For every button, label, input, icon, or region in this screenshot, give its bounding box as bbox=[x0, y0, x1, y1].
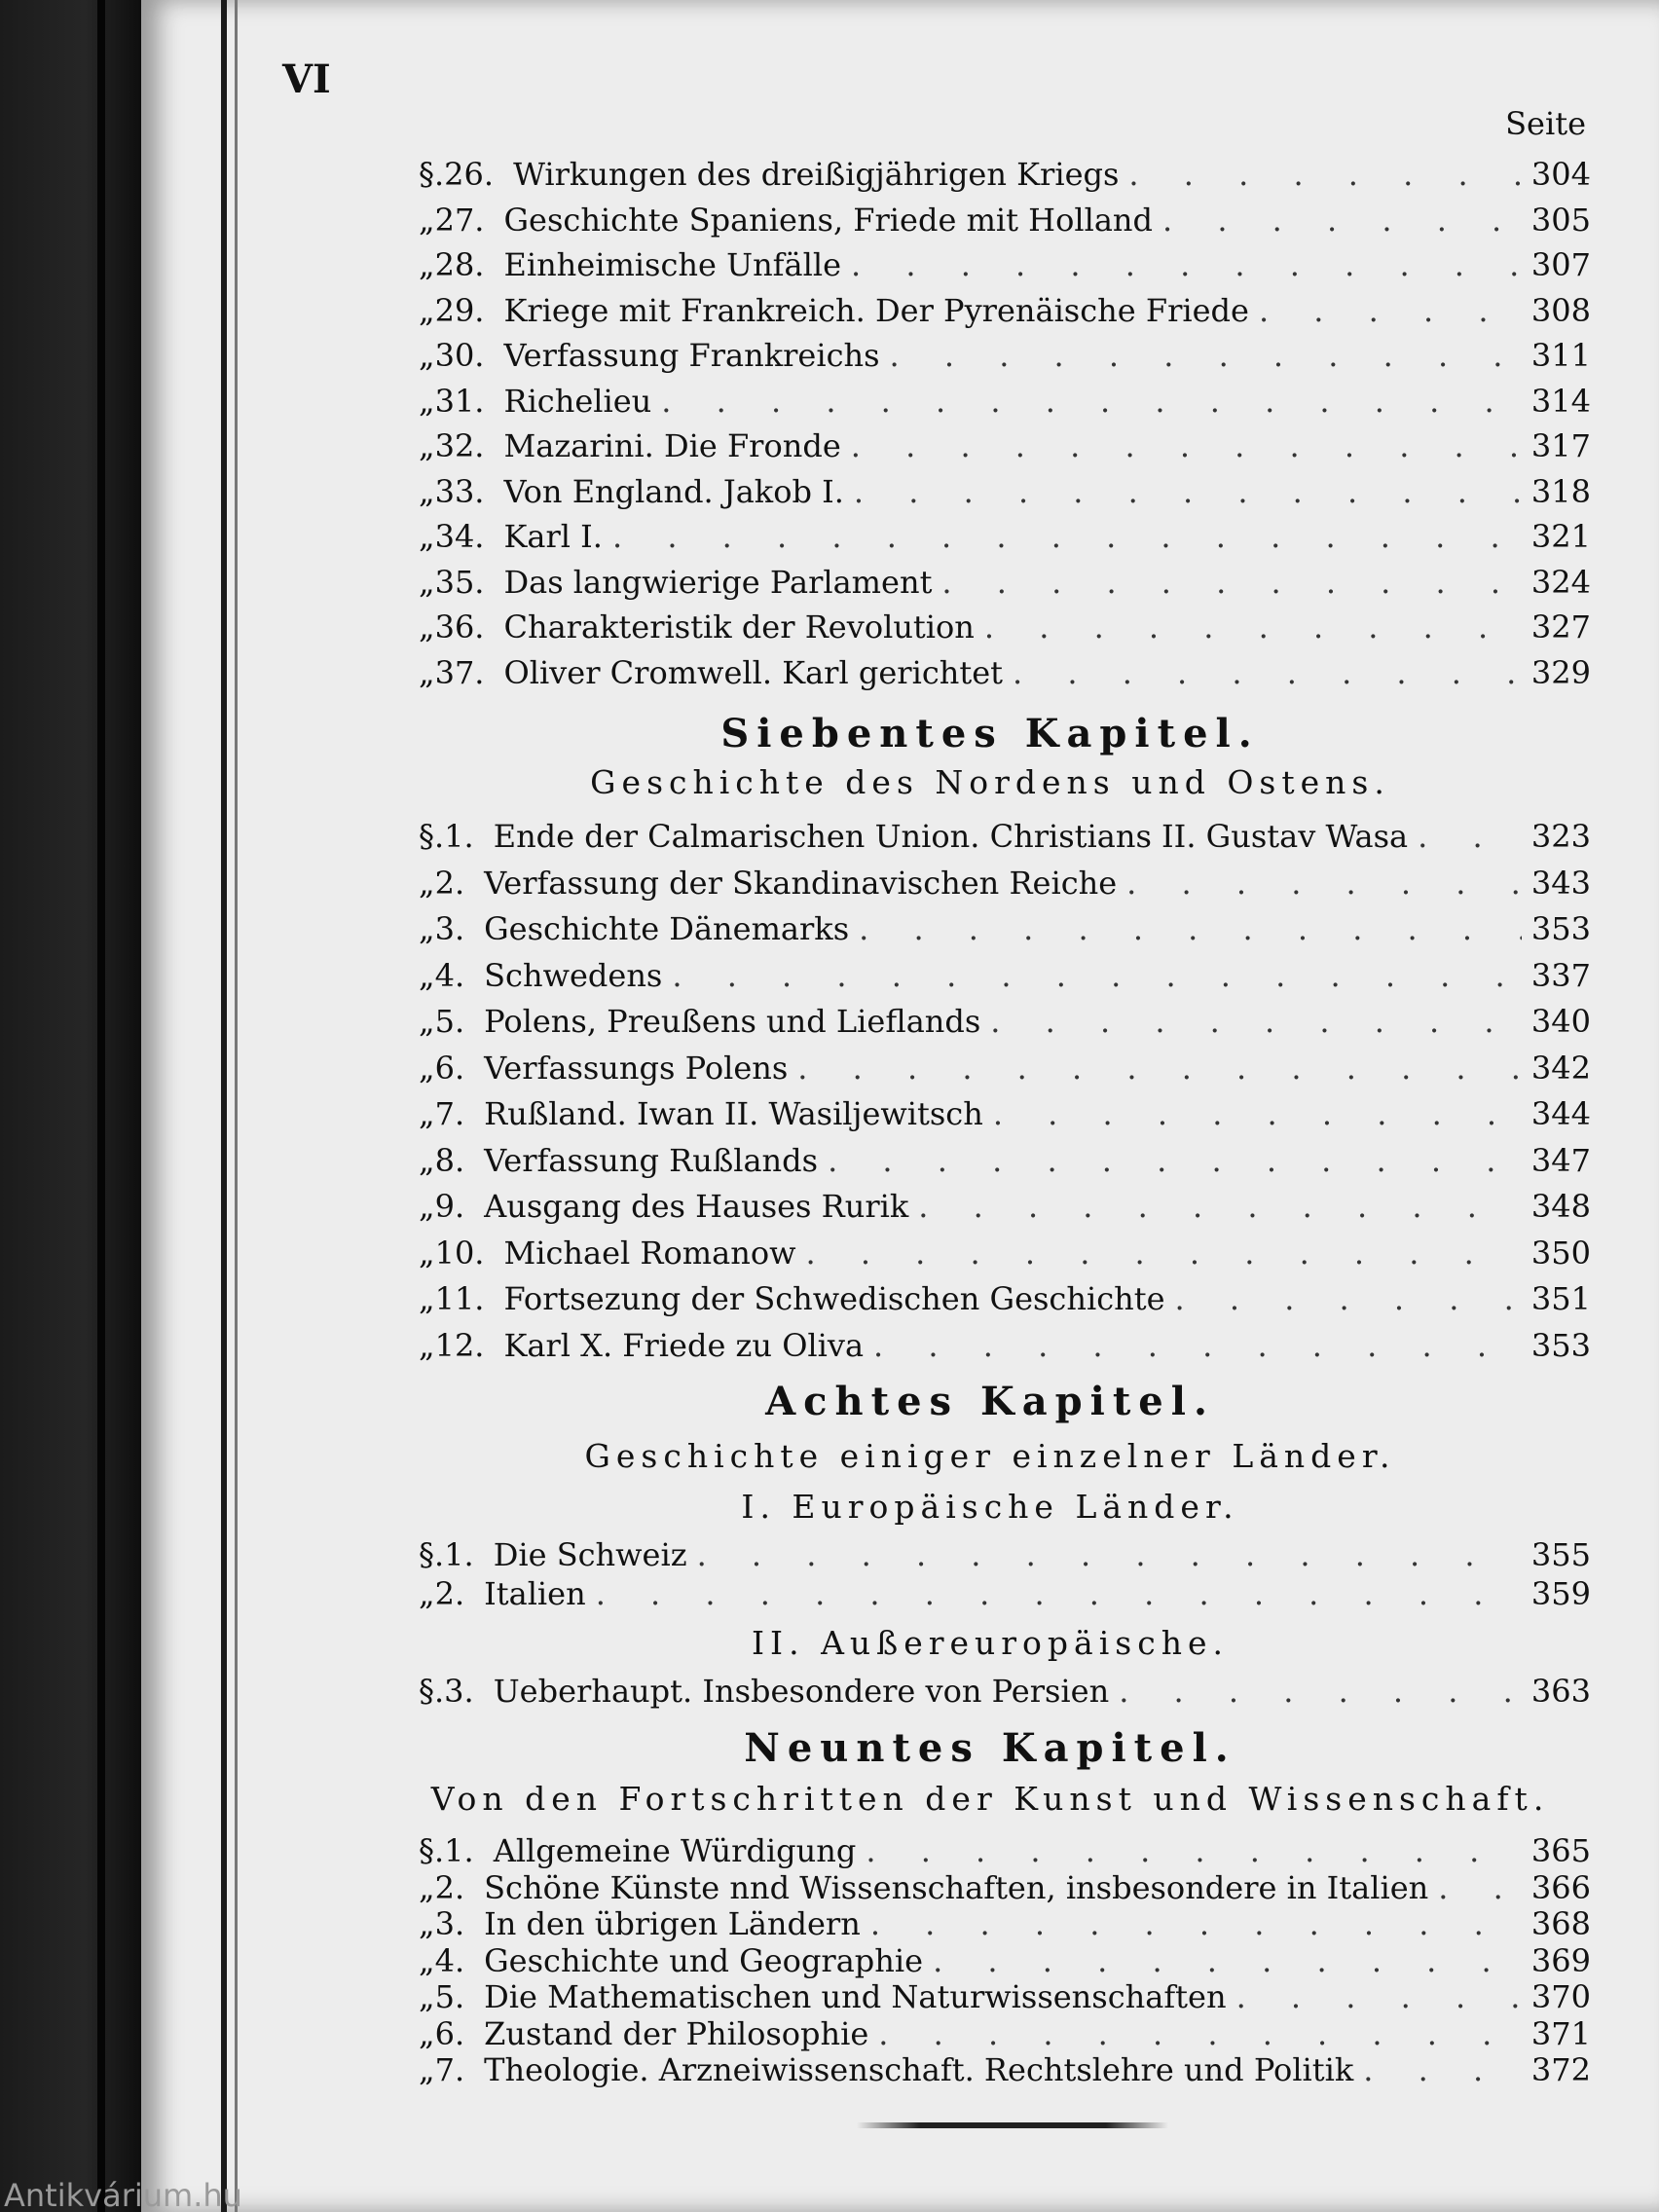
toc-entry-number: 6. bbox=[434, 2014, 465, 2052]
toc-entry-number: 2. bbox=[434, 1868, 465, 1906]
toc-entry bbox=[419, 292, 1591, 331]
toc-entry bbox=[419, 1095, 1591, 1134]
toc-entry-page: 337 bbox=[1530, 956, 1591, 994]
toc-entry bbox=[419, 473, 1591, 512]
toc-entry-number: 33. bbox=[434, 472, 485, 510]
book-edge-line bbox=[97, 0, 105, 2212]
toc-entry-title: Ausgang des Hauses Rurik bbox=[484, 1188, 909, 1225]
toc-entry-section-mark: „ bbox=[419, 864, 435, 902]
page-margin-rule-thin bbox=[235, 0, 238, 2212]
closing-divider bbox=[857, 2122, 1168, 2128]
toc-entry-title: Rußland. Iwan II. Wasiljewitsch bbox=[484, 1095, 983, 1132]
toc-entry-title: Polens, Preußens und Lieflands bbox=[484, 1003, 981, 1040]
toc-entry-page: 369 bbox=[1530, 1941, 1591, 1979]
toc-entry-section-mark: „ bbox=[419, 518, 435, 555]
toc-entry-number: 2. bbox=[434, 864, 465, 902]
toc-entry-title: Geschichte Spaniens, Friede mit Holland bbox=[503, 201, 1153, 239]
toc-entry-page: 321 bbox=[1530, 518, 1591, 555]
toc-entry bbox=[419, 337, 1591, 376]
toc-entry-number: 37. bbox=[434, 653, 485, 691]
toc-entry-title: Mazarini. Die Fronde bbox=[503, 427, 841, 464]
toc-entry bbox=[419, 2051, 1591, 2090]
page-column-label: Seite bbox=[1505, 105, 1586, 142]
toc-entry-title: Michael Romanow bbox=[503, 1234, 796, 1272]
toc-entry bbox=[419, 1003, 1591, 1042]
toc-entry-number: 34. bbox=[434, 518, 485, 555]
toc-entry-title: Geschichte Dänemarks bbox=[484, 910, 850, 947]
toc-entry-section-mark: „ bbox=[419, 653, 435, 691]
toc-entry-leader bbox=[1438, 1869, 1522, 1906]
toc-entry-leader bbox=[870, 1905, 1522, 1942]
toc-entry-title: Kriege mit Frankreich. Der Pyrenäische Friede bbox=[503, 291, 1249, 329]
toc-entry-title: Wirkungen des dreißigjährigen Kriegs bbox=[513, 156, 1120, 193]
toc-entry-title: Geschichte und Geographie bbox=[484, 1941, 924, 1979]
chapter9-subheading: Von den Fortschritten der Kunst und Wissenschaft. bbox=[430, 1780, 1550, 1818]
toc-entry-section-mark: „ bbox=[419, 337, 435, 374]
toc-entry-title: Schöne Künste nnd Wissenschaften, insbesondere in Italien bbox=[484, 1868, 1429, 1906]
toc-entry-page: 353 bbox=[1530, 1326, 1591, 1364]
toc-entry-section-mark: §. bbox=[419, 818, 445, 855]
toc-entry bbox=[419, 1942, 1591, 1981]
toc-entry-leader bbox=[866, 1832, 1522, 1869]
toc-entry bbox=[419, 1188, 1591, 1227]
toc-entry-section-mark: „ bbox=[419, 1003, 435, 1040]
toc-entry-leader bbox=[878, 2015, 1522, 2052]
toc-entry-page: 372 bbox=[1530, 2051, 1591, 2088]
toc-entry-number: 32. bbox=[434, 427, 485, 464]
toc-entry-section-mark: §. bbox=[419, 156, 445, 193]
chapter8-part1: I. Europäische Länder. bbox=[741, 1488, 1239, 1526]
toc-entry-number: 26. bbox=[444, 156, 495, 193]
toc-entry-page: 304 bbox=[1530, 156, 1591, 193]
toc-entry bbox=[419, 156, 1591, 195]
toc-entry-section-mark: „ bbox=[419, 1095, 435, 1132]
toc-entry-page: 368 bbox=[1530, 1905, 1591, 1942]
toc-entry-title: Verfassung Frankreichs bbox=[503, 337, 880, 374]
toc-entry-title: Verfassung der Skandinavischen Reiche bbox=[484, 864, 1118, 902]
toc-entry-section-mark: „ bbox=[419, 1905, 435, 1942]
toc-entry-leader bbox=[854, 473, 1522, 510]
toc-entry-page: 317 bbox=[1530, 427, 1591, 464]
toc-entry bbox=[419, 383, 1591, 422]
toc-entry-section-mark: §. bbox=[419, 1673, 445, 1710]
toc-entry-number: 29. bbox=[434, 291, 485, 329]
toc-entry-number: 6. bbox=[434, 1049, 465, 1087]
toc-entry bbox=[419, 818, 1591, 857]
toc-entry bbox=[419, 1142, 1591, 1181]
toc-entry-section-mark: „ bbox=[419, 563, 435, 601]
toc-entry-title: Richelieu bbox=[503, 382, 652, 420]
toc-entry bbox=[419, 1869, 1591, 1908]
toc-entry-leader bbox=[1162, 202, 1522, 239]
chapter7-subheading: Geschichte des Nordens und Ostens. bbox=[590, 763, 1390, 801]
toc-entry-title: Theologie. Arzneiwissenschaft. Rechtslehre und Politik bbox=[484, 2051, 1354, 2088]
toc-entry-section-mark: „ bbox=[419, 1234, 435, 1272]
toc-entry-leader bbox=[851, 246, 1522, 283]
toc-entry-section-mark: „ bbox=[419, 1575, 435, 1612]
toc-entry bbox=[419, 564, 1591, 603]
toc-entry-title: Fortsezung der Schwedischen Geschichte bbox=[503, 1280, 1165, 1317]
toc-entry-section-mark: „ bbox=[419, 246, 435, 283]
toc-entry-leader bbox=[990, 1003, 1522, 1040]
toc-entry-number: 8. bbox=[434, 1141, 465, 1179]
toc-entry-section-mark: „ bbox=[419, 1941, 435, 1979]
toc-entry-number: 3. bbox=[434, 910, 465, 947]
toc-entry-page: 314 bbox=[1530, 382, 1591, 420]
toc-entry-leader bbox=[1126, 865, 1522, 902]
chapter7-heading: Siebentes Kapitel. bbox=[720, 711, 1260, 756]
toc-entry-section-mark: „ bbox=[419, 382, 435, 420]
chapter8-heading: Achtes Kapitel. bbox=[765, 1379, 1215, 1424]
toc-entry-number: 3. bbox=[444, 1673, 474, 1710]
toc-entry-number: 35. bbox=[434, 563, 485, 601]
toc-entry bbox=[419, 1575, 1591, 1614]
toc-entry-leader bbox=[993, 1095, 1522, 1132]
toc-entry bbox=[419, 654, 1591, 693]
chapter8-part2: II. Außereuropäische. bbox=[752, 1624, 1229, 1662]
toc-entry bbox=[419, 1905, 1591, 1944]
toc-entry-section-mark: „ bbox=[419, 2014, 435, 2052]
toc-entry bbox=[419, 1050, 1591, 1088]
toc-entry-leader bbox=[890, 337, 1522, 374]
toc-entry bbox=[419, 910, 1591, 949]
toc-entry-leader bbox=[933, 1942, 1522, 1979]
toc-entry-title: Ende der Calmarischen Union. Christians II. Gustav Wasa bbox=[493, 818, 1409, 855]
toc-entry bbox=[419, 518, 1591, 557]
toc-entry-number: 10. bbox=[434, 1234, 485, 1272]
toc-entry-number: 7. bbox=[434, 1095, 465, 1132]
toc-entry-title: Verfassungs Polens bbox=[484, 1049, 789, 1087]
toc-entry bbox=[419, 1280, 1591, 1319]
toc-entry-leader bbox=[918, 1188, 1522, 1225]
toc-entry-page: 363 bbox=[1530, 1673, 1591, 1710]
toc-entry-section-mark: „ bbox=[419, 608, 435, 645]
toc-entry-leader bbox=[805, 1235, 1521, 1272]
toc-entry-section-mark: „ bbox=[419, 427, 435, 464]
toc-entry-number: 1. bbox=[444, 1832, 474, 1869]
toc-entry-leader bbox=[1013, 654, 1522, 691]
toc-entry-number: 27. bbox=[434, 201, 485, 239]
toc-entry-title: Ueberhaupt. Insbesondere von Persien bbox=[493, 1673, 1110, 1710]
toc-entry-leader bbox=[1175, 1280, 1522, 1317]
toc-entry-section-mark: §. bbox=[419, 1832, 445, 1869]
toc-entry-number: 12. bbox=[434, 1326, 485, 1364]
toc-entry-number: 1. bbox=[444, 818, 474, 855]
toc-entry-leader bbox=[941, 564, 1522, 601]
toc-entry-title: Schwedens bbox=[484, 956, 663, 994]
toc-entry-page: 308 bbox=[1530, 291, 1591, 329]
toc-entry-page: 365 bbox=[1530, 1832, 1591, 1869]
toc-entry-page: 329 bbox=[1530, 653, 1591, 691]
toc-entry-page: 342 bbox=[1530, 1049, 1591, 1087]
page-number: VI bbox=[282, 56, 331, 102]
toc-entry-number: 28. bbox=[434, 246, 485, 283]
toc-entry-section-mark: „ bbox=[419, 291, 435, 329]
toc-entry-page: 340 bbox=[1530, 1003, 1591, 1040]
toc-entry-title: Die Mathematischen und Naturwissenschaften bbox=[484, 1978, 1227, 2015]
toc-entry-leader bbox=[1236, 1978, 1522, 2015]
toc-entry-number: 5. bbox=[434, 1978, 465, 2015]
toc-entry-number: 36. bbox=[434, 608, 485, 645]
toc-entry-title: Allgemeine Würdigung bbox=[493, 1832, 857, 1869]
toc-entry-leader bbox=[873, 1327, 1522, 1364]
toc-entry-number: 9. bbox=[434, 1188, 465, 1225]
toc-entry-number: 1. bbox=[444, 1536, 474, 1573]
toc-entry-section-mark: „ bbox=[419, 1868, 435, 1906]
toc-entry-number: 4. bbox=[434, 956, 465, 994]
toc-entry-page: 350 bbox=[1530, 1234, 1591, 1272]
toc-entry-leader bbox=[661, 383, 1522, 420]
toc-entry-page: 323 bbox=[1530, 818, 1591, 855]
toc-entry-page: 343 bbox=[1530, 864, 1591, 902]
toc-entry bbox=[419, 202, 1591, 240]
toc-entry-section-mark: „ bbox=[419, 1188, 435, 1225]
toc-entry-leader bbox=[851, 427, 1522, 464]
toc-entry-page: 324 bbox=[1530, 563, 1591, 601]
book-spine-edge bbox=[0, 0, 141, 2212]
toc-entry bbox=[419, 1327, 1591, 1366]
chapter8-subheading: Geschichte einiger einzelner Länder. bbox=[584, 1437, 1396, 1475]
toc-entry-leader bbox=[1119, 1673, 1522, 1710]
toc-entry-title: Karl I. bbox=[503, 518, 603, 555]
toc-entry-leader bbox=[596, 1575, 1522, 1612]
toc-entry-leader bbox=[1259, 292, 1522, 329]
toc-entry bbox=[419, 1832, 1591, 1871]
toc-entry-page: 353 bbox=[1530, 910, 1591, 947]
toc-entry-title: In den übrigen Ländern bbox=[484, 1905, 861, 1942]
toc-entry-number: 7. bbox=[434, 2051, 465, 2088]
toc-entry-title: Oliver Cromwell. Karl gerichtet bbox=[503, 653, 1004, 691]
toc-entry-title: Zustand der Philosophie bbox=[484, 2014, 869, 2052]
toc-entry bbox=[419, 1536, 1591, 1575]
toc-entry-title: Einheimische Unfälle bbox=[503, 246, 841, 283]
toc-entry-section-mark: §. bbox=[419, 1536, 445, 1573]
toc-entry bbox=[419, 608, 1591, 647]
toc-entry-number: 30. bbox=[434, 337, 485, 374]
toc-entry-page: 347 bbox=[1530, 1141, 1591, 1179]
toc-entry-leader bbox=[859, 910, 1522, 947]
toc-entry-title: Von England. Jakob I. bbox=[503, 472, 844, 510]
toc-entry-section-mark: „ bbox=[419, 1280, 435, 1317]
toc-entry-leader bbox=[697, 1536, 1522, 1573]
toc-entry bbox=[419, 1235, 1591, 1273]
page-margin-rule bbox=[221, 0, 227, 2212]
toc-entry-page: 311 bbox=[1530, 337, 1591, 374]
toc-entry-section-mark: „ bbox=[419, 472, 435, 510]
toc-entry bbox=[419, 1978, 1591, 2017]
toc-entry-leader bbox=[672, 957, 1522, 994]
toc-entry bbox=[419, 2015, 1591, 2054]
toc-entry-title: Karl X. Friede zu Oliva bbox=[503, 1326, 865, 1364]
toc-entry-leader bbox=[1363, 2051, 1522, 2088]
toc-entry-section-mark: „ bbox=[419, 1326, 435, 1364]
toc-entry-page: 307 bbox=[1530, 246, 1591, 283]
toc-entry bbox=[419, 246, 1591, 285]
toc-entry-title: Das langwierige Parlament bbox=[503, 563, 933, 601]
toc-entry-number: 4. bbox=[434, 1941, 465, 1979]
toc-entry-page: 344 bbox=[1530, 1095, 1591, 1132]
toc-entry-page: 355 bbox=[1530, 1536, 1591, 1573]
toc-entry-leader bbox=[1418, 818, 1522, 855]
toc-entry-section-mark: „ bbox=[419, 1141, 435, 1179]
toc-entry bbox=[419, 1673, 1591, 1712]
toc-entry-section-mark: „ bbox=[419, 201, 435, 239]
toc-entry-section-mark: „ bbox=[419, 1978, 435, 2015]
toc-entry-title: Charakteristik der Revolution bbox=[503, 608, 975, 645]
chapter9-heading: Neuntes Kapitel. bbox=[744, 1725, 1236, 1771]
toc-entry-page: 359 bbox=[1530, 1575, 1591, 1612]
toc-entry-page: 351 bbox=[1530, 1280, 1591, 1317]
toc-entry-number: 11. bbox=[434, 1280, 485, 1317]
toc-entry-number: 2. bbox=[434, 1575, 465, 1612]
toc-entry-section-mark: „ bbox=[419, 956, 435, 994]
toc-entry-page: 371 bbox=[1530, 2014, 1591, 2052]
toc-entry-leader bbox=[797, 1050, 1522, 1087]
toc-entry-leader bbox=[828, 1142, 1522, 1179]
toc-entry-section-mark: „ bbox=[419, 2051, 435, 2088]
toc-entry-section-mark: „ bbox=[419, 910, 435, 947]
toc-entry-number: 3. bbox=[434, 1905, 465, 1942]
toc-entry bbox=[419, 427, 1591, 466]
toc-entry-title: Verfassung Rußlands bbox=[484, 1141, 819, 1179]
toc-entry-page: 366 bbox=[1530, 1868, 1591, 1906]
toc-entry-page: 305 bbox=[1530, 201, 1591, 239]
toc-entry-title: Die Schweiz bbox=[493, 1536, 687, 1573]
toc-entry-page: 327 bbox=[1530, 608, 1591, 645]
toc-entry-page: 318 bbox=[1530, 472, 1591, 510]
toc-entry-number: 5. bbox=[434, 1003, 465, 1040]
toc-entry-leader bbox=[984, 608, 1522, 645]
toc-entry-leader bbox=[612, 518, 1522, 555]
toc-entry-section-mark: „ bbox=[419, 1049, 435, 1087]
toc-entry bbox=[419, 957, 1591, 996]
watermark: Antikvárium.hu bbox=[4, 2177, 242, 2212]
toc-entry-title: Italien bbox=[484, 1575, 586, 1612]
toc-entry bbox=[419, 865, 1591, 903]
toc-entry-number: 31. bbox=[434, 382, 485, 420]
toc-entry-page: 348 bbox=[1530, 1188, 1591, 1225]
toc-entry-page: 370 bbox=[1530, 1978, 1591, 2015]
toc-entry-leader bbox=[1128, 156, 1522, 193]
